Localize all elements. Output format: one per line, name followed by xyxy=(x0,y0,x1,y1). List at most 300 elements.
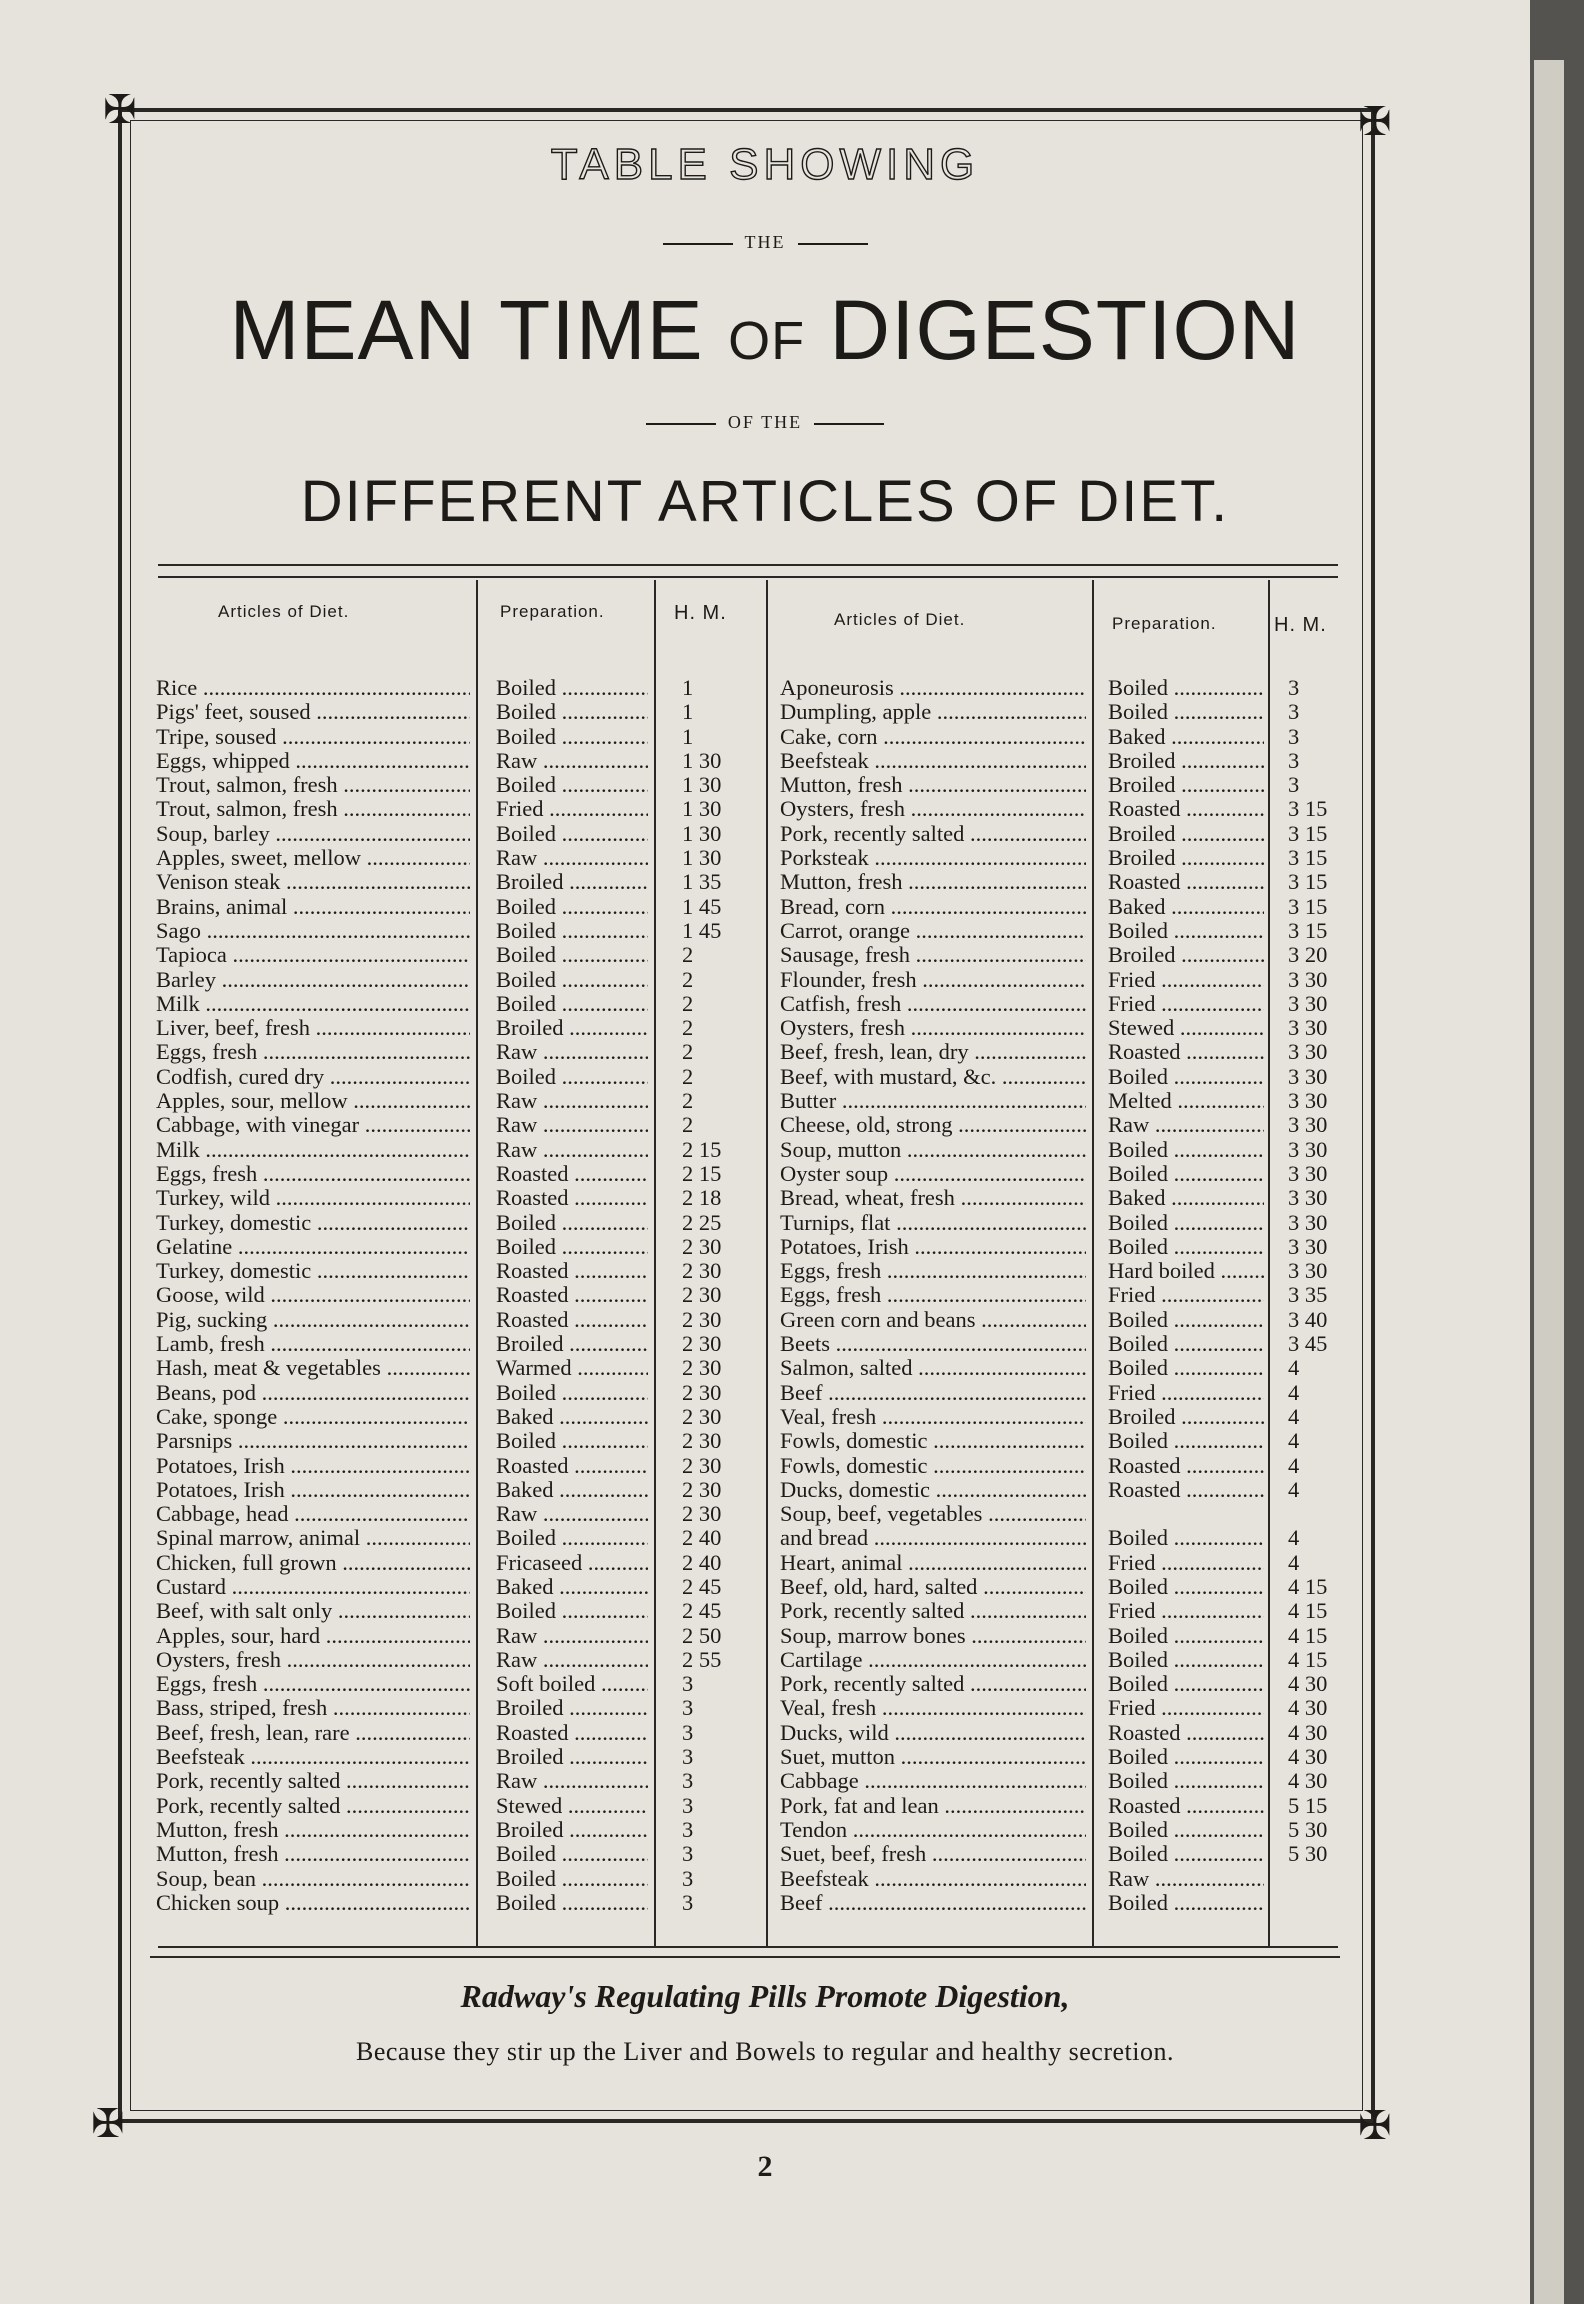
diet-article: Bass, striped, fresh ..... xyxy=(156,1696,470,1720)
digestion-time: 4 30 xyxy=(1288,1672,1328,1697)
digestion-time: 2 30 xyxy=(682,1356,722,1381)
diet-preparation: Boiled ..... xyxy=(1108,1526,1264,1550)
digestion-time: 2 15 xyxy=(682,1137,722,1162)
table-top-rule xyxy=(158,564,1338,566)
digestion-time: 3 15 xyxy=(1288,821,1328,846)
diet-preparation: Broiled ..... xyxy=(496,1332,648,1356)
digestion-time: 4 xyxy=(1288,1526,1300,1551)
column-header-articles: Articles of Diet. xyxy=(834,610,966,629)
diet-preparation: Raw ..... xyxy=(496,1089,648,1113)
digestion-time xyxy=(1288,1867,1344,1891)
diet-article: Eggs, fresh ..... xyxy=(156,1162,470,1186)
diet-article: Oyster soup ..... xyxy=(780,1162,1086,1186)
diet-article: Sago ..... xyxy=(156,919,470,943)
digestion-time: 3 xyxy=(682,1696,694,1721)
diet-preparation: Soft boiled ..... xyxy=(496,1672,648,1696)
diet-preparation: Roasted ..... xyxy=(496,1721,648,1745)
diet-article: Beets ..... xyxy=(780,1332,1086,1356)
diet-preparation: Boiled ..... xyxy=(1108,1332,1264,1356)
digestion-time: 2 30 xyxy=(682,1259,722,1284)
digestion-time: 2 30 xyxy=(682,1477,722,1502)
diet-preparation: Boiled ..... xyxy=(496,992,648,1016)
diet-preparation: Raw ..... xyxy=(1108,1867,1264,1891)
diet-preparation: Fried ..... xyxy=(1108,1551,1264,1575)
diet-article: Pork, fat and lean ..... xyxy=(780,1794,1086,1818)
diet-preparation: Boiled ..... xyxy=(1108,1356,1264,1380)
digestion-time: 3 xyxy=(682,1793,694,1818)
diet-article: Soup, beef, vegetables ..... xyxy=(780,1502,1086,1526)
diet-preparation: Roasted ..... xyxy=(1108,870,1264,894)
diet-preparation: Raw ..... xyxy=(496,1624,648,1648)
column-header-hm: H. M. xyxy=(674,602,727,624)
column-header-preparation: Preparation. xyxy=(500,602,605,621)
diet-preparation: Broiled ..... xyxy=(1108,943,1264,967)
title-of-the: OF THE xyxy=(0,412,1530,433)
diet-preparation: Boiled ..... xyxy=(496,1526,648,1550)
diet-preparation: Broiled ..... xyxy=(1108,749,1264,773)
diet-preparation: Baked ..... xyxy=(496,1478,648,1502)
diet-article: Beef ..... xyxy=(780,1381,1086,1405)
column-header-hm: H. M. xyxy=(1274,614,1327,636)
diet-article: Codfish, cured dry ..... xyxy=(156,1065,470,1089)
title-different-articles: DIFFERENT ARTICLES OF DIET. xyxy=(300,469,1230,534)
diet-article: Oysters, fresh ..... xyxy=(156,1648,470,1672)
diet-preparation: Boiled ..... xyxy=(1108,700,1264,724)
diet-preparation: Roasted ..... xyxy=(496,1308,648,1332)
digestion-time: 4 15 xyxy=(1288,1574,1328,1599)
digestion-time: 4 30 xyxy=(1288,1696,1328,1721)
digestion-time: 2 30 xyxy=(682,1234,722,1259)
diet-preparation: Boiled ..... xyxy=(1108,1065,1264,1089)
diet-article: Bread, corn ..... xyxy=(780,895,1086,919)
diet-preparation: Boiled ..... xyxy=(1108,1648,1264,1672)
title-table-showing: TABLE SHOWING xyxy=(550,140,980,189)
diet-article: Soup, mutton ..... xyxy=(780,1138,1086,1162)
diet-article: Suet, beef, fresh ..... xyxy=(780,1842,1086,1866)
digestion-time: 2 xyxy=(682,943,694,968)
diet-preparation xyxy=(1108,1502,1264,1526)
column-divider xyxy=(1268,580,1270,1946)
diet-preparation: Boiled ..... xyxy=(1108,1138,1264,1162)
diet-article: Turnips, flat ..... xyxy=(780,1211,1086,1235)
diet-article: Pork, recently salted ..... xyxy=(156,1769,470,1793)
diet-preparation: Broiled ..... xyxy=(496,1745,648,1769)
corner-cross-icon: ✠ xyxy=(1358,2103,1392,2149)
digestion-time: 2 30 xyxy=(682,1404,722,1429)
diet-preparation: Baked ..... xyxy=(496,1575,648,1599)
diet-preparation: Fried ..... xyxy=(496,797,648,821)
column-header-preparation: Preparation. xyxy=(1112,614,1217,633)
digestion-time: 2 xyxy=(682,991,694,1016)
diet-article: Cabbage, head ..... xyxy=(156,1502,470,1526)
diet-article: Custard ..... xyxy=(156,1575,470,1599)
digestion-time: 5 30 xyxy=(1288,1842,1328,1867)
digestion-time: 1 30 xyxy=(682,773,722,798)
title-the: THE xyxy=(0,232,1530,253)
digestion-time: 3 xyxy=(1288,724,1300,749)
diet-preparation: Boiled ..... xyxy=(1108,1235,1264,1259)
digestion-time: 2 40 xyxy=(682,1550,722,1575)
diet-article: Soup, marrow bones ..... xyxy=(780,1624,1086,1648)
diet-article: Eggs, fresh ..... xyxy=(156,1672,470,1696)
diet-article: Catfish, fresh ..... xyxy=(780,992,1086,1016)
diet-preparation: Baked ..... xyxy=(1108,725,1264,749)
digestion-time: 2 xyxy=(682,1089,694,1114)
diet-article: Beef, with mustard, &c. ..... xyxy=(780,1065,1086,1089)
diet-article: Goose, wild ..... xyxy=(156,1283,470,1307)
digestion-time: 2 55 xyxy=(682,1647,722,1672)
diet-article: Apples, sour, hard ..... xyxy=(156,1624,470,1648)
digestion-time: 4 30 xyxy=(1288,1720,1328,1745)
diet-article: Suet, mutton ..... xyxy=(780,1745,1086,1769)
digestion-time: 3 30 xyxy=(1288,1016,1328,1041)
digestion-time: 3 15 xyxy=(1288,797,1328,822)
digestion-time: 3 30 xyxy=(1288,1137,1328,1162)
digestion-time: 3 xyxy=(682,1720,694,1745)
digestion-time: 2 30 xyxy=(682,1429,722,1454)
diet-article: Turkey, domestic ..... xyxy=(156,1211,470,1235)
digestion-time: 2 xyxy=(682,1113,694,1138)
diet-preparation: Boiled ..... xyxy=(496,895,648,919)
diet-article: Cartilage ..... xyxy=(780,1648,1086,1672)
diet-article: Fowls, domestic ..... xyxy=(780,1454,1086,1478)
diet-article: Tendon ..... xyxy=(780,1818,1086,1842)
digestion-time: 4 xyxy=(1288,1356,1300,1381)
diet-preparation: Boiled ..... xyxy=(496,943,648,967)
diet-article: Apples, sour, mellow ..... xyxy=(156,1089,470,1113)
diet-preparation: Fricaseed ..... xyxy=(496,1551,648,1575)
title-mean-time-of-digestion: MEAN TIME OF DIGESTION xyxy=(229,283,1301,377)
diet-preparation: Boiled ..... xyxy=(496,773,648,797)
diet-preparation: Boiled ..... xyxy=(496,1065,648,1089)
diet-preparation: Warmed ..... xyxy=(496,1356,648,1380)
diet-preparation: Stewed ..... xyxy=(1108,1016,1264,1040)
digestion-time: 2 45 xyxy=(682,1599,722,1624)
digestion-time: 2 30 xyxy=(682,1453,722,1478)
diet-article: Liver, beef, fresh ..... xyxy=(156,1016,470,1040)
diet-article: Bread, wheat, fresh ..... xyxy=(780,1186,1086,1210)
diet-preparation: Broiled ..... xyxy=(496,870,648,894)
diet-preparation: Broiled ..... xyxy=(496,1016,648,1040)
diet-article: Barley ..... xyxy=(156,968,470,992)
diet-article: Mutton, fresh ..... xyxy=(780,870,1086,894)
diet-article: Hash, meat & vegetables ..... xyxy=(156,1356,470,1380)
digestion-time: 3 30 xyxy=(1288,1210,1328,1235)
diet-preparation: Raw ..... xyxy=(496,846,648,870)
diet-preparation: Raw ..... xyxy=(1108,1113,1264,1137)
diet-preparation: Baked ..... xyxy=(496,1405,648,1429)
digestion-time: 3 15 xyxy=(1288,870,1328,895)
corner-cross-icon: ✠ xyxy=(91,2101,125,2147)
diet-article: Carrot, orange ..... xyxy=(780,919,1086,943)
digestion-time: 3 xyxy=(1288,676,1300,700)
diet-article: Beefsteak ..... xyxy=(780,1867,1086,1891)
diet-preparation: Roasted ..... xyxy=(496,1186,648,1210)
diet-preparation: Fried ..... xyxy=(1108,1381,1264,1405)
diet-article: Trout, salmon, fresh ..... xyxy=(156,797,470,821)
diet-preparation: Boiled ..... xyxy=(496,676,648,700)
diet-article: Ducks, domestic ..... xyxy=(780,1478,1086,1502)
digestion-time: 3 30 xyxy=(1288,967,1328,992)
diet-preparation: Boiled ..... xyxy=(496,968,648,992)
digestion-time: 1 xyxy=(682,676,694,700)
diet-article: Pork, recently salted ..... xyxy=(780,1672,1086,1696)
diet-article: and bread ..... xyxy=(780,1526,1086,1550)
diet-article: Pig, sucking ..... xyxy=(156,1308,470,1332)
diet-preparation: Raw ..... xyxy=(496,1648,648,1672)
diet-article: Potatoes, Irish ..... xyxy=(780,1235,1086,1259)
diet-article: Mutton, fresh ..... xyxy=(780,773,1086,797)
diet-preparation: Boiled ..... xyxy=(1108,1891,1264,1915)
diet-preparation: Boiled ..... xyxy=(496,700,648,724)
digestion-time: 4 xyxy=(1288,1429,1300,1454)
diet-preparation: Boiled ..... xyxy=(1108,1818,1264,1842)
adjacent-page-strip xyxy=(1534,60,1564,2304)
digestion-time: 3 xyxy=(1288,773,1300,798)
digestion-time: 3 xyxy=(682,1817,694,1842)
digestion-time: 1 30 xyxy=(682,797,722,822)
diet-preparation: Fried ..... xyxy=(1108,1599,1264,1623)
diet-article: Eggs, whipped ..... xyxy=(156,749,470,773)
digestion-time: 1 xyxy=(682,724,694,749)
digestion-time: 3 30 xyxy=(1288,1040,1328,1065)
diet-article: Turkey, wild ..... xyxy=(156,1186,470,1210)
digestion-time xyxy=(1288,1502,1344,1526)
digestion-time: 5 15 xyxy=(1288,1793,1328,1818)
digestion-time: 2 xyxy=(682,1064,694,1089)
digestion-time: 3 xyxy=(682,1866,694,1891)
digestion-time: 2 50 xyxy=(682,1623,722,1648)
digestion-time: 1 xyxy=(682,700,694,725)
diet-article: Mutton, fresh ..... xyxy=(156,1818,470,1842)
digestion-time: 3 30 xyxy=(1288,1113,1328,1138)
digestion-time: 3 15 xyxy=(1288,846,1328,871)
diet-preparation: Boiled ..... xyxy=(1108,1429,1264,1453)
table-top-rule-2 xyxy=(158,576,1338,578)
diet-preparation: Raw ..... xyxy=(496,1769,648,1793)
digestion-time: 3 30 xyxy=(1288,1064,1328,1089)
diet-article: Potatoes, Irish ..... xyxy=(156,1454,470,1478)
digestion-time xyxy=(1288,1891,1344,1915)
diet-article: Heart, animal ..... xyxy=(780,1551,1086,1575)
digestion-time: 3 xyxy=(1288,700,1300,725)
diet-article: Veal, fresh ..... xyxy=(780,1696,1086,1720)
diet-preparation: Boiled ..... xyxy=(1108,1842,1264,1866)
diet-preparation: Baked ..... xyxy=(1108,1186,1264,1210)
digestion-time: 1 45 xyxy=(682,918,722,943)
digestion-time: 2 40 xyxy=(682,1526,722,1551)
diet-article: Parsnips ..... xyxy=(156,1429,470,1453)
diet-preparation: Roasted ..... xyxy=(496,1162,648,1186)
diet-preparation: Boiled ..... xyxy=(496,1599,648,1623)
digestion-time: 4 xyxy=(1288,1380,1300,1405)
column-divider xyxy=(1092,580,1094,1946)
digestion-time: 4 xyxy=(1288,1550,1300,1575)
digestion-time: 2 xyxy=(682,967,694,992)
digestion-time: 2 30 xyxy=(682,1380,722,1405)
column-divider xyxy=(476,580,478,1946)
diet-preparation: Boiled ..... xyxy=(496,1429,648,1453)
digestion-time: 4 30 xyxy=(1288,1745,1328,1770)
diet-article: Cabbage ..... xyxy=(780,1769,1086,1793)
diet-article: Potatoes, Irish ..... xyxy=(156,1478,470,1502)
diet-article: Oysters, fresh ..... xyxy=(780,1016,1086,1040)
diet-article: Pork, recently salted ..... xyxy=(156,1794,470,1818)
diet-article: Chicken, full grown ..... xyxy=(156,1551,470,1575)
diet-article: Dumpling, apple ..... xyxy=(780,700,1086,724)
diet-preparation: Roasted ..... xyxy=(496,1283,648,1307)
diet-article: Spinal marrow, animal ..... xyxy=(156,1526,470,1550)
digestion-time: 3 30 xyxy=(1288,991,1328,1016)
table-bottom-rule-2 xyxy=(150,1956,1340,1958)
digestion-time: 2 45 xyxy=(682,1574,722,1599)
diet-preparation: Boiled ..... xyxy=(1108,1769,1264,1793)
diet-article: Sausage, fresh ..... xyxy=(780,943,1086,967)
diet-article: Beefsteak ..... xyxy=(780,749,1086,773)
digestion-time: 3 15 xyxy=(1288,894,1328,919)
diet-preparation: Boiled ..... xyxy=(1108,676,1264,700)
diet-preparation: Roasted ..... xyxy=(1108,1794,1264,1818)
diet-preparation: Broiled ..... xyxy=(1108,822,1264,846)
diet-article: Green corn and beans ..... xyxy=(780,1308,1086,1332)
diet-article: Beef, old, hard, salted ..... xyxy=(780,1575,1086,1599)
diet-article: Cake, sponge ..... xyxy=(156,1405,470,1429)
diet-preparation: Boiled ..... xyxy=(1108,1162,1264,1186)
diet-preparation: Boiled ..... xyxy=(496,822,648,846)
footer-subtitle: Because they stir up the Liver and Bowels to regular and healthy secretion. xyxy=(356,2037,1174,2066)
diet-preparation: Boiled ..... xyxy=(496,1867,648,1891)
diet-preparation: Boiled ..... xyxy=(1108,919,1264,943)
diet-preparation: Boiled ..... xyxy=(1108,1211,1264,1235)
diet-article: Milk ..... xyxy=(156,1138,470,1162)
column-divider xyxy=(654,580,656,1946)
diet-article: Lamb, fresh ..... xyxy=(156,1332,470,1356)
diet-article: Soup, barley ..... xyxy=(156,822,470,846)
diet-preparation: Broiled ..... xyxy=(1108,773,1264,797)
diet-article: Beef, with salt only ..... xyxy=(156,1599,470,1623)
digestion-time: 1 45 xyxy=(682,894,722,919)
diet-preparation: Hard boiled ..... xyxy=(1108,1259,1264,1283)
diet-article: Butter ..... xyxy=(780,1089,1086,1113)
digestion-time: 3 xyxy=(682,1745,694,1770)
diet-article: Trout, salmon, fresh ..... xyxy=(156,773,470,797)
digestion-time: 2 25 xyxy=(682,1210,722,1235)
digestion-time: 3 35 xyxy=(1288,1283,1328,1308)
diet-preparation: Roasted ..... xyxy=(496,1259,648,1283)
digestion-time: 3 30 xyxy=(1288,1161,1328,1186)
diet-article: Apples, sweet, mellow ..... xyxy=(156,846,470,870)
table-bottom-rule xyxy=(158,1946,1338,1948)
digestion-time: 1 30 xyxy=(682,748,722,773)
diet-article: Eggs, fresh ..... xyxy=(156,1040,470,1064)
diet-article: Pork, recently salted ..... xyxy=(780,822,1086,846)
diet-preparation: Fried ..... xyxy=(1108,1696,1264,1720)
diet-article: Eggs, fresh ..... xyxy=(780,1259,1086,1283)
digestion-time: 4 xyxy=(1288,1477,1300,1502)
diet-preparation: Raw ..... xyxy=(496,749,648,773)
diet-article: Cake, corn ..... xyxy=(780,725,1086,749)
diet-article: Salmon, salted ..... xyxy=(780,1356,1086,1380)
diet-preparation: Raw ..... xyxy=(496,1138,648,1162)
diet-preparation: Raw ..... xyxy=(496,1502,648,1526)
digestion-time: 3 30 xyxy=(1288,1186,1328,1211)
diet-article: Milk ..... xyxy=(156,992,470,1016)
corner-cross-icon: ✠ xyxy=(1358,99,1392,145)
diet-article: Pork, recently salted ..... xyxy=(780,1599,1086,1623)
diet-article: Fowls, domestic ..... xyxy=(780,1429,1086,1453)
diet-article: Tapioca ..... xyxy=(156,943,470,967)
digestion-time: 2 xyxy=(682,1016,694,1041)
diet-preparation: Roasted ..... xyxy=(1108,1454,1264,1478)
diet-article: Tripe, soused ..... xyxy=(156,725,470,749)
digestion-time: 1 30 xyxy=(682,821,722,846)
diet-preparation: Boiled ..... xyxy=(496,1211,648,1235)
digestion-time: 3 xyxy=(682,1672,694,1697)
diet-article: Cheese, old, strong ..... xyxy=(780,1113,1086,1137)
diet-article: Beef ..... xyxy=(780,1891,1086,1915)
digestion-time: 4 30 xyxy=(1288,1769,1328,1794)
digestion-time: 2 xyxy=(682,1040,694,1065)
diet-preparation: Raw ..... xyxy=(496,1040,648,1064)
diet-preparation: Roasted ..... xyxy=(1108,1040,1264,1064)
diet-article: Beef, fresh, lean, dry ..... xyxy=(780,1040,1086,1064)
column-divider xyxy=(766,580,768,1946)
digestion-time: 3 30 xyxy=(1288,1089,1328,1114)
diet-article: Chicken soup ..... xyxy=(156,1891,470,1915)
diet-article: Pigs' feet, soused ..... xyxy=(156,700,470,724)
digestion-time: 3 20 xyxy=(1288,943,1328,968)
diet-article: Cabbage, with vinegar ..... xyxy=(156,1113,470,1137)
digestion-time: 3 xyxy=(682,1842,694,1867)
diet-preparation: Boiled ..... xyxy=(1108,1672,1264,1696)
digestion-time: 3 40 xyxy=(1288,1307,1328,1332)
diet-preparation: Boiled ..... xyxy=(1108,1745,1264,1769)
diet-article: Mutton, fresh ..... xyxy=(156,1842,470,1866)
diet-preparation: Roasted ..... xyxy=(1108,1478,1264,1502)
diet-preparation: Broiled ..... xyxy=(496,1696,648,1720)
diet-preparation: Roasted ..... xyxy=(1108,1721,1264,1745)
diet-preparation: Broiled ..... xyxy=(1108,846,1264,870)
diet-article: Oysters, fresh ..... xyxy=(780,797,1086,821)
digestion-time: 3 xyxy=(682,1769,694,1794)
digestion-time: 4 15 xyxy=(1288,1599,1328,1624)
diet-preparation: Baked ..... xyxy=(1108,895,1264,919)
digestion-time: 2 18 xyxy=(682,1186,722,1211)
diet-preparation: Fried ..... xyxy=(1108,968,1264,992)
diet-preparation: Broiled ..... xyxy=(1108,1405,1264,1429)
digestion-time: 3 30 xyxy=(1288,1234,1328,1259)
diet-preparation: Boiled ..... xyxy=(496,1381,648,1405)
diet-article: Rice ..... xyxy=(156,676,470,700)
digestion-time: 3 15 xyxy=(1288,918,1328,943)
footer-title: Radway's Regulating Pills Promote Digestion, xyxy=(460,1978,1070,2014)
digestion-time: 3 45 xyxy=(1288,1332,1328,1357)
diet-preparation: Boiled ..... xyxy=(1108,1624,1264,1648)
digestion-time: 2 30 xyxy=(682,1307,722,1332)
diet-article: Flounder, fresh ..... xyxy=(780,968,1086,992)
corner-cross-icon: ✠ xyxy=(103,87,137,133)
diet-preparation: Roasted ..... xyxy=(1108,797,1264,821)
diet-preparation: Stewed ..... xyxy=(496,1794,648,1818)
diet-article: Beans, pod ..... xyxy=(156,1381,470,1405)
diet-preparation: Raw ..... xyxy=(496,1113,648,1137)
diet-preparation: Boiled ..... xyxy=(496,919,648,943)
diet-article: Gelatine ..... xyxy=(156,1235,470,1259)
diet-preparation: Melted ..... xyxy=(1108,1089,1264,1113)
diet-article: Soup, bean ..... xyxy=(156,1867,470,1891)
digestion-time: 3 xyxy=(1288,748,1300,773)
diet-preparation: Fried ..... xyxy=(1108,1283,1264,1307)
